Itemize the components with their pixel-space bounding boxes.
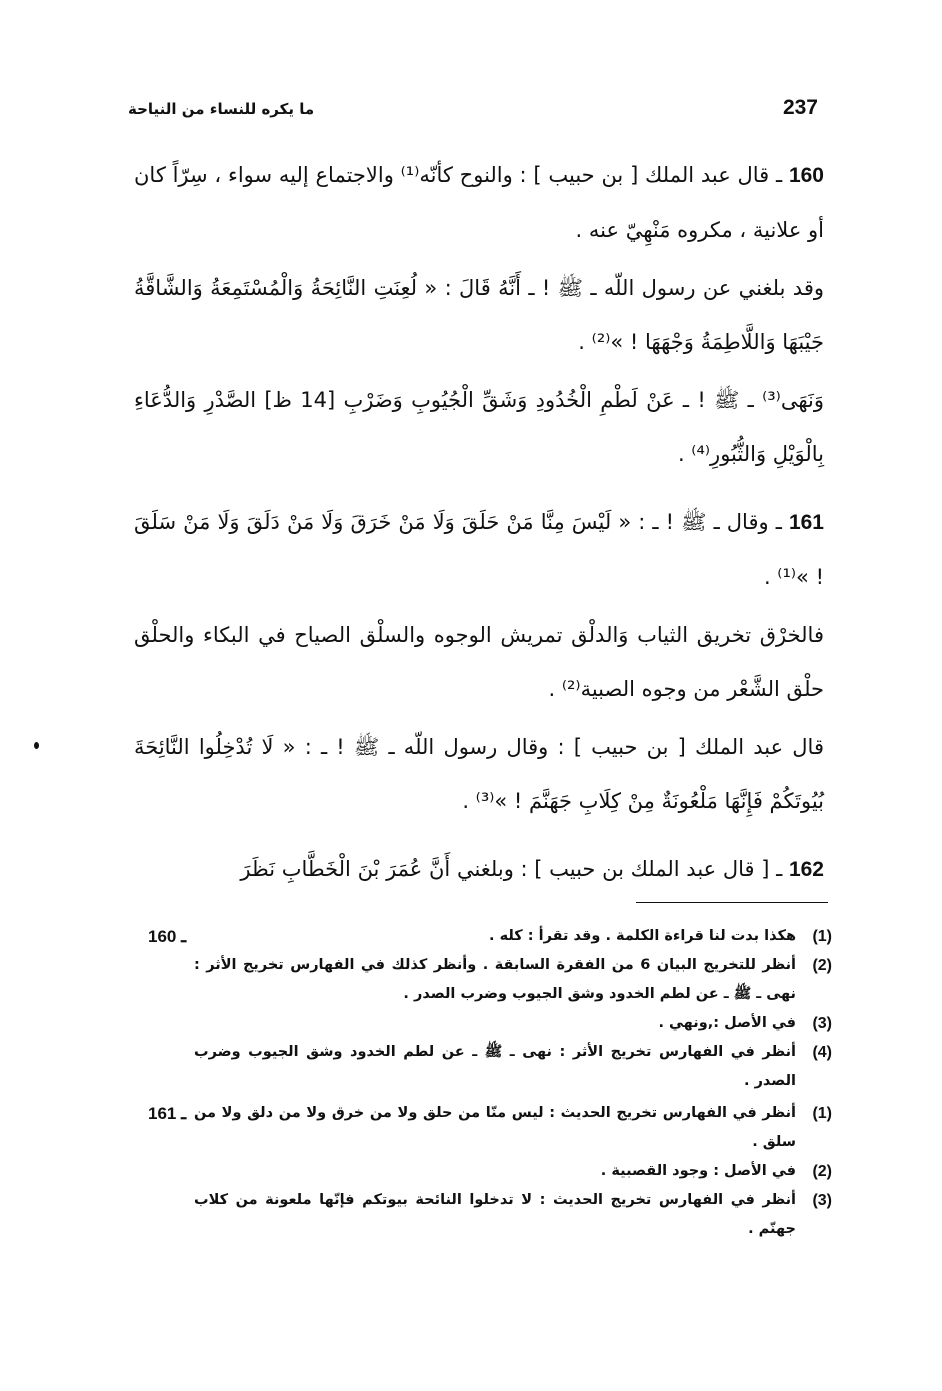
page-header <box>128 96 818 126</box>
running-title: ما يكره للنساء من النياحة <box>128 100 315 118</box>
footnote <box>148 1099 832 1157</box>
footnote-mark: (3) <box>812 1192 832 1209</box>
footnote-text: أنظر للتخريج البيان 6 من الفقرة السابقة . وأنظر كذلك في الفهارس تخريج الأثر : نهى ـ ﷺ ـ عن لطم الخدود وشق الجيوب وضرب الصدر . <box>194 957 796 1002</box>
footnotes <box>148 922 832 1247</box>
paragraph-text: وقد بلغني عن رسول اللّه ـ ﷺ ! ـ أَنَّهُ قَالَ : « لُعِنَتِ النَّائِحَةُ وَالْمُسْتَمِعَةُ وَالشَّاقَّةُ جَيْبَهَا وَاللَّاطِمَةُ وَجْهَهَا ! »⁽²⁾ . <box>134 276 824 354</box>
footnote-mark: (4) <box>812 1044 832 1061</box>
paragraph-text: فالخرْق تخريق الثياب وَالدلْق تمريش الوجوه والسلْق الصياح في البكاء والحلْق حلْق الشَّعْر من وجوه الصبية⁽²⁾ . <box>134 623 824 701</box>
footnote <box>148 922 832 951</box>
paragraph-text: قال عبد الملك [ بن حبيب ] : وقال رسول اللّه ـ ﷺ ! ـ : « لَا تُدْخِلُوا النَّائِحَةَ بُيُوتَكُمْ فَإِنَّهَا مَلْعُونَةٌ مِنْ كِلَابِ جَهَنَّمَ ! »⁽³⁾ . <box>134 735 824 813</box>
paragraph-text: ـ [ قال عبد الملك بن حبيب ] : وبلغني أَنَّ عُمَرَ بْنَ الْخَطَّابِ نَظَرَ <box>240 857 783 881</box>
paragraph <box>134 720 824 828</box>
scan-speck <box>34 742 39 749</box>
footnote-text: أنظر في الفهارس تخريج الحديث : لا تدخلوا النائحة بيوتكم فإنّها ملعونة من كلاب جهنّم . <box>194 1192 796 1237</box>
footnote <box>148 1186 832 1244</box>
footnote-text: أنظر في الفهارس تخريج الحديث : ليس منّا من حلق ولا من خرق ولا من دلق ولا من سلق . <box>194 1105 796 1150</box>
footnote-group-161 <box>148 1099 832 1244</box>
page-number: 237 <box>782 96 818 119</box>
footnote <box>148 1038 832 1096</box>
footnote-mark: (3) <box>812 1015 832 1032</box>
footnote-mark: (2) <box>812 957 832 974</box>
main-text <box>134 148 824 901</box>
footnote <box>148 1009 832 1038</box>
paragraph <box>134 261 824 369</box>
paragraph-number: 161 <box>788 511 824 534</box>
paragraph <box>134 608 824 716</box>
footnote <box>148 1157 832 1186</box>
paragraph-161 <box>134 495 824 604</box>
footnote-text: أنظر في الفهارس تخريج الأثر : نهى ـ ﷺ ـ عن لطم الخدود وشق الجيوب وضرب الصدر . <box>194 1044 796 1089</box>
paragraph-number: 162 <box>788 858 824 881</box>
paragraph-160 <box>134 148 824 257</box>
paragraph-162 <box>134 842 824 897</box>
paragraph <box>134 373 824 481</box>
paragraph-text: ـ قال عبد الملك [ بن حبيب ] : والنوح كأنّه⁽¹⁾ والاجتماع إليه سواء ، سِرّاً كان أو علانية ، مكروه مَنْهِيّ عنه . <box>134 163 824 242</box>
footnote-group-number: 161 ـ <box>148 1104 187 1123</box>
footnote-mark: (1) <box>812 1105 832 1122</box>
footnote-mark: (1) <box>812 928 832 945</box>
footnote-group-160 <box>148 922 832 1096</box>
footnote-divider <box>636 902 828 903</box>
footnote-text: في الأصل :,ونهي . <box>658 1015 796 1031</box>
footnote <box>148 951 832 1009</box>
paragraph-number: 160 <box>788 164 824 187</box>
paragraph-text: ـ وقال ـ ﷺ ! ـ : « لَيْسَ مِنَّا مَنْ حَلَقَ وَلَا مَنْ خَرَقَ وَلَا مَنْ دَلَقَ وَلَا مَنْ سَلَقَ ! »⁽¹⁾ . <box>134 510 824 589</box>
paragraph-text: وَنَهَى⁽³⁾ ـ ﷺ ! ـ عَنْ لَطْمِ الْخُدُودِ وَشَقِّ الْجُيُوبِ وَضَرْبِ [14 ظ] الصَّدْرِ وَالدُّعَاءِ بِالْوَيْلِ وَالثُّبُورِ⁽⁴⁾ . <box>134 388 824 466</box>
footnote-text: في الأصل : وجود القصبية . <box>600 1163 796 1179</box>
footnote-group-number: 160 ـ <box>148 927 187 946</box>
footnote-mark: (2) <box>812 1163 832 1180</box>
footnote-text: هكذا بدت لنا قراءة الكلمة . وقد تقرأ : كله . <box>489 928 796 944</box>
